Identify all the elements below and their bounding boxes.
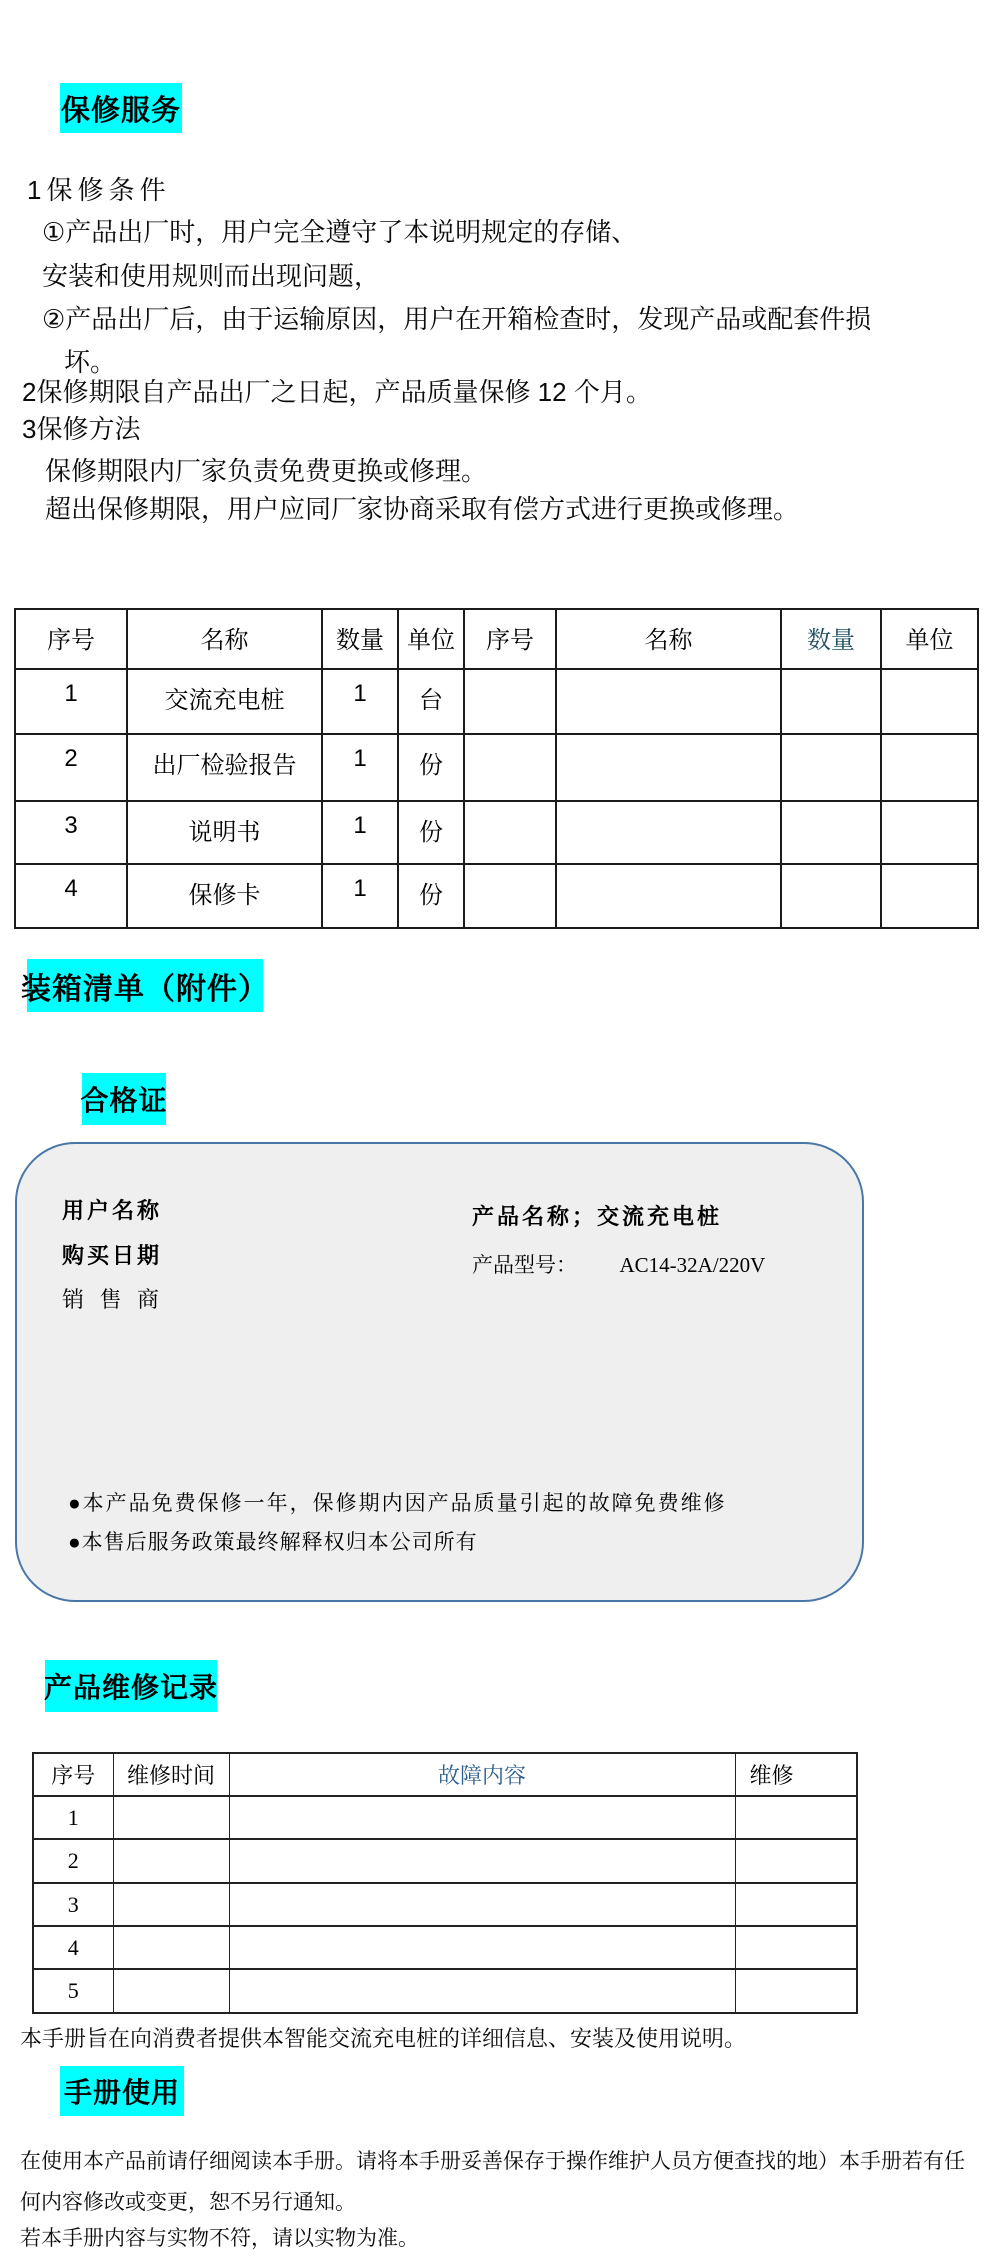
certificate-bullet-1: ●本产品免费保修一年，保修期内因产品质量引起的故障免费维修 — [68, 1492, 727, 1515]
cell: 1 — [322, 734, 398, 801]
packing-header-qty-2: 数量 — [781, 609, 881, 669]
cell — [229, 1926, 735, 1969]
repair-header-row — [33, 1753, 857, 1796]
cell — [113, 1926, 229, 1969]
warranty-line-5: 坏。 — [64, 347, 117, 377]
cell — [464, 734, 556, 801]
warranty-line-9: 超出保修期限，用户应同厂家协商采取有偿方式进行更换或修理。 — [45, 494, 800, 524]
cell: 1 — [33, 1796, 113, 1839]
packing-header-unit-2: 单位 — [881, 609, 978, 669]
cell: 份 — [398, 864, 464, 928]
cell: 4 — [33, 1926, 113, 1969]
certificate-box — [15, 1142, 864, 1602]
cell: 1 — [322, 669, 398, 734]
certificate-bullet-2: ●本售后服务政策最终解释权归本公司所有 — [68, 1531, 478, 1554]
warranty-line-7: 3保修方法 — [22, 414, 141, 444]
warranty-line-3: 安装和使用规则而出现问题， — [42, 261, 381, 291]
repair-record-table — [32, 1752, 858, 2014]
cell — [735, 1969, 857, 2013]
heading-packing-list: 装箱清单（附件） — [27, 959, 263, 1012]
cell: 2 — [15, 734, 127, 801]
certificate-date-label: 购买日期 — [62, 1243, 163, 1268]
cell — [881, 669, 978, 734]
cell — [464, 669, 556, 734]
heading-repair-record: 产品维修记录 — [45, 1660, 217, 1712]
cell: 4 — [15, 864, 127, 928]
repair-header-repair: 维修 — [735, 1753, 857, 1796]
warranty-line-1: 1保修条件 — [27, 175, 171, 205]
cell: 交流充电桩 — [127, 669, 322, 734]
packing-header-qty: 数量 — [322, 609, 398, 669]
warranty-line-8: 保修期限内厂家负责免费更换或修理。 — [45, 456, 488, 486]
table-row — [15, 734, 978, 801]
packing-header-index: 序号 — [15, 609, 127, 669]
cell: 台 — [398, 669, 464, 734]
packing-header-unit: 单位 — [398, 609, 464, 669]
packing-header-index-2: 序号 — [464, 609, 556, 669]
packing-header-name: 名称 — [127, 609, 322, 669]
warranty-line-4: ②产品出厂后，由于运输原因，用户在开箱检查时，发现产品或配套件损 — [42, 304, 872, 334]
footer-line-4: 若本手册内容与实物不符，请以实物为准。 — [20, 2227, 419, 2250]
cell — [781, 864, 881, 928]
table-row — [33, 1926, 857, 1969]
heading-manual-use: 手册使用 — [60, 2066, 184, 2116]
table-row — [33, 1796, 857, 1839]
cell: 1 — [15, 669, 127, 734]
cell: 1 — [322, 864, 398, 928]
cell: 3 — [33, 1883, 113, 1926]
cell — [781, 801, 881, 864]
cell: 份 — [398, 734, 464, 801]
cell — [464, 864, 556, 928]
cell — [229, 1796, 735, 1839]
cell: 2 — [33, 1839, 113, 1883]
repair-header-index: 序号 — [33, 1753, 113, 1796]
table-row — [33, 1839, 857, 1883]
cell — [113, 1839, 229, 1883]
cell — [881, 801, 978, 864]
cell: 说明书 — [127, 801, 322, 864]
cell — [881, 864, 978, 928]
packing-header-row — [15, 609, 978, 669]
cell — [556, 669, 781, 734]
cell — [464, 801, 556, 864]
table-row — [15, 864, 978, 928]
cell — [735, 1796, 857, 1839]
repair-header-fault: 故障内容 — [229, 1753, 735, 1796]
cell — [113, 1969, 229, 2013]
table-row — [33, 1883, 857, 1926]
repair-header-time: 维修时间 — [113, 1753, 229, 1796]
table-row — [33, 1969, 857, 2013]
certificate-model-value: AC14-32A/220V — [619, 1253, 766, 1277]
cell — [229, 1839, 735, 1883]
footer-line-2: 在使用本产品前请仔细阅读本手册。请将本手册妥善保存于操作维护人员方便查找的地）本手册若有任 — [20, 2150, 965, 2173]
cell: 5 — [33, 1969, 113, 2013]
heading-certificate: 合格证 — [82, 1073, 166, 1125]
cell — [556, 864, 781, 928]
cell — [735, 1926, 857, 1969]
certificate-model-label: 产品型号： — [472, 1253, 577, 1277]
table-row — [15, 801, 978, 864]
footer-intro-line: 本手册旨在向消费者提供本智能交流充电桩的详细信息、安装及使用说明。 — [20, 2026, 747, 2051]
certificate-product-name: 产品名称；交流充电桩 — [472, 1204, 723, 1229]
cell — [781, 734, 881, 801]
warranty-line-2: ①产品出厂时，用户完全遵守了本说明规定的存储、 — [42, 217, 638, 247]
table-row — [15, 669, 978, 734]
certificate-model-line — [472, 1249, 765, 1279]
cell: 保修卡 — [127, 864, 322, 928]
packing-list-table — [14, 608, 979, 929]
heading-warranty-service: 保修服务 — [60, 83, 182, 133]
certificate-seller-label: 销 售 商 — [62, 1287, 165, 1312]
cell — [113, 1796, 229, 1839]
cell — [556, 801, 781, 864]
cell — [229, 1883, 735, 1926]
cell: 1 — [322, 801, 398, 864]
cell: 份 — [398, 801, 464, 864]
cell — [556, 734, 781, 801]
packing-header-name-2: 名称 — [556, 609, 781, 669]
cell — [229, 1969, 735, 2013]
cell: 3 — [15, 801, 127, 864]
certificate-user-label: 用户名称 — [62, 1198, 163, 1223]
warranty-line-6: 2保修期限自产品出厂之日起，产品质量保修 12 个月。 — [22, 377, 652, 407]
cell — [781, 669, 881, 734]
cell — [735, 1839, 857, 1883]
cell — [735, 1883, 857, 1926]
footer-line-3: 何内容修改或变更，恕不另行通知。 — [20, 2191, 356, 2214]
cell — [881, 734, 978, 801]
cell: 出厂检验报告 — [127, 734, 322, 801]
cell — [113, 1883, 229, 1926]
